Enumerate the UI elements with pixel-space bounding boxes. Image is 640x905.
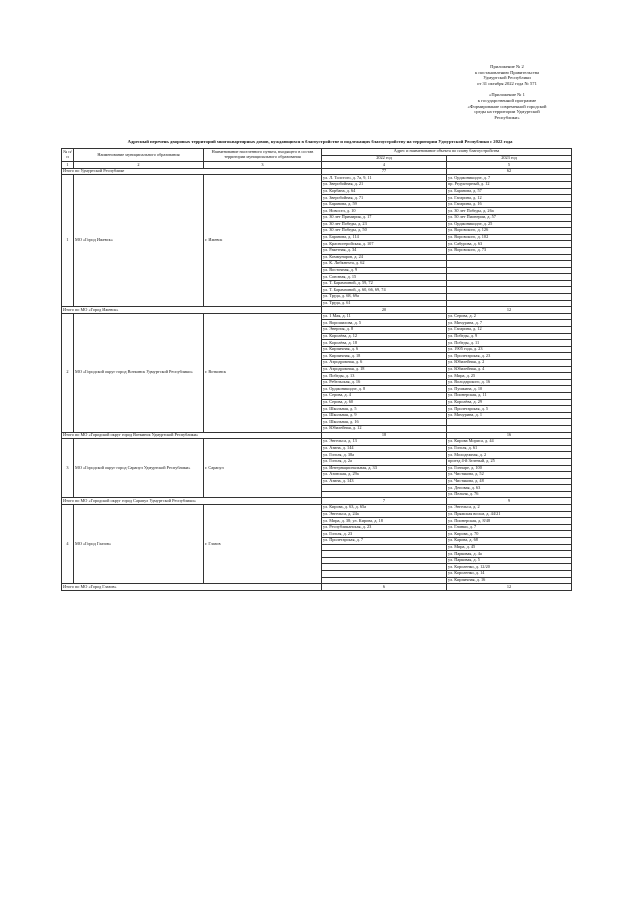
address-2023: ул. Гоголя, д. 61 xyxy=(447,445,572,452)
address-table xyxy=(61,148,572,591)
address-2023: ул. 30 лет Победы, д. 26а xyxy=(447,208,572,215)
address-2022: ул. Зверобойная, д. 71 xyxy=(322,195,447,202)
address-2022 xyxy=(322,564,447,571)
address-2022: ул. Аэродромная, д. 18 xyxy=(322,366,447,373)
address-2023: ул. Юбилейная, д. 4 xyxy=(447,366,572,373)
address-2022: ул. Кирпичная, д. 6 xyxy=(322,346,447,353)
address-2023: ул. Мира, д. 45 xyxy=(447,544,572,551)
settlement-name: г. Глазов xyxy=(204,505,322,584)
address-2023: ул. Деповая, д. 63 xyxy=(447,485,572,492)
municipality-name: МО «Город Ижевск» xyxy=(74,175,204,307)
header-number: № п/п xyxy=(62,149,74,162)
address-2023: ул. Орджоникидзе, д. 25 xyxy=(447,221,572,228)
subtotal-label: Итого по МО «Город Глазов» xyxy=(62,584,322,591)
address-2022: ул. Энгельса, д. 13 xyxy=(322,439,447,446)
address-2023: ул. 50 лет Пионерии, д. 57 xyxy=(447,214,572,221)
address-2022: ул. Победы, д. 13 xyxy=(322,373,447,380)
address-2023: ул. Молодежная, д. 2 xyxy=(447,452,572,459)
column-number-4: 4 xyxy=(322,162,447,169)
address-2023: ул. Кирпичная, д. 16 xyxy=(447,577,572,584)
address-2023: ул. Мира, д. 25 xyxy=(447,373,572,380)
address-2023: пр. Редукторный, д. 12 xyxy=(447,181,572,188)
address-2022: ул. Гоголя, д. 38а xyxy=(322,452,447,459)
address-2022: ул. Ворошилова, д. 5 xyxy=(322,320,447,327)
address-2023: ул. Пряжская восьм, д. 44/21 xyxy=(447,511,572,518)
address-2023: ул. Гагарина, д. 12 xyxy=(447,195,572,202)
address-2022: ул. Восточная, д. 9 xyxy=(322,267,447,274)
address-2022: ул. Труда, д. 61 xyxy=(322,300,447,307)
appendix-note-line: Приложение № 2 xyxy=(490,64,524,69)
address-2022: ул. Республиканская, д. 23 xyxy=(322,524,447,531)
address-2023: ул. Победы, д. 11 xyxy=(447,340,572,347)
address-2023: ул. Пионерская, д. 11 xyxy=(447,392,572,399)
block-number: 4 xyxy=(62,505,74,584)
address-2022: ул. Труда, д. 68, 69а xyxy=(322,294,447,301)
column-number-3: 3 xyxy=(204,162,322,169)
address-2023: ул. Воровского, д. 102 xyxy=(447,234,572,241)
header-municipality: Наименование муниципального образования xyxy=(74,149,204,162)
subtotal-2022: 7 xyxy=(322,498,447,505)
address-2022: ул. Интернациональная, д. 33 xyxy=(322,465,447,472)
address-2022 xyxy=(322,491,447,498)
address-2022: ул. Королёва, д. 18 xyxy=(322,340,447,347)
address-2022: ул. Гоголя, д. 2а xyxy=(322,458,447,465)
address-2023: ул. Пионерская, д. 8/48 xyxy=(447,518,572,525)
address-2023 xyxy=(447,274,572,281)
municipality-name: МО «Городской округ город Сарапул Удмуртской Республики» xyxy=(74,439,204,498)
address-2022: ул. Школьная, д. 9 xyxy=(322,412,447,419)
header-year-2023: 2023 год xyxy=(447,155,572,162)
appendix-note-line: к государственной программе xyxy=(477,97,537,103)
address-2023 xyxy=(447,280,572,287)
address-2022 xyxy=(322,571,447,578)
subtotal-2022: 20 xyxy=(322,307,447,314)
settlement-name: г. Ижевск xyxy=(204,175,322,307)
address-2023: ул. Гагарина, д. 12 xyxy=(447,327,572,334)
appendix-note-line: Республики» xyxy=(494,114,520,120)
address-2022: ул. Л. Толстого, д. 7а, 9, 11 xyxy=(322,175,447,182)
address-2023: ул. Воровского, д. 73 xyxy=(447,247,572,254)
address-2022: ул. Кирова, д. 63, д. 65а xyxy=(322,505,447,512)
address-2023: ул. Сабурова, д. 63 xyxy=(447,241,572,248)
address-2022: ул. Ребельская, д. 16 xyxy=(322,379,447,386)
address-2022: ул. Гоголя, д. 23 xyxy=(322,531,447,538)
address-2022: ул. Азина, д. 144 xyxy=(322,445,447,452)
total-2022: 77 xyxy=(322,168,447,175)
address-2022 xyxy=(322,544,447,551)
address-2022: ул. Школьная, д. 5 xyxy=(322,406,447,413)
table-row xyxy=(62,505,572,512)
address-2023: ул. Юбилейная, д. 2 xyxy=(447,360,572,367)
subtotal-2023: 16 xyxy=(447,432,572,439)
address-2023: ул. Парковая, д. 4а xyxy=(447,551,572,558)
block-number: 3 xyxy=(62,439,74,498)
total-row xyxy=(62,168,572,175)
total-2023: 62 xyxy=(447,168,572,175)
address-2022: ул. Т. Барамзиной, д. 60, 66, 69, 74 xyxy=(322,287,447,294)
address-2023: ул. Карова, д. 68 xyxy=(447,538,572,545)
column-number-1: 1 xyxy=(62,162,74,169)
address-2022: ул. Юбилейная, д. 12 xyxy=(322,425,447,432)
address-2022 xyxy=(322,577,447,584)
settlement-name: г. Воткинск xyxy=(204,313,322,432)
subtotal-2022: 18 xyxy=(322,432,447,439)
address-2023: ул. Гончаре, д. 100 xyxy=(447,465,572,472)
address-2022: ул. Энергия, д. 8 xyxy=(322,327,447,334)
address-2022: ул. Серова, д. 60 xyxy=(322,399,447,406)
address-2022: ул. Корбана, д. 64 xyxy=(322,188,447,195)
subtotal-row xyxy=(62,432,572,439)
address-2022: ул. Баранова, д. 59 xyxy=(322,201,447,208)
subtotal-label: Итого по МО «Городской округ город Воткинск Удмуртской Республики» xyxy=(62,432,322,439)
address-2022: ул. Пролетарская, д. 7 xyxy=(322,538,447,545)
address-2023: ул. Короленко, д. 12/20 xyxy=(447,564,572,571)
municipality-name: МО «Городской округ город Воткинск Удмуртской Республики» xyxy=(74,313,204,432)
address-2023: ул. Пушкина, д. 10 xyxy=(447,386,572,393)
address-2022 xyxy=(322,485,447,492)
address-2022: ул. Союзная, д. 15 xyxy=(322,274,447,281)
address-2022: ул. Аэродромная, д. 6 xyxy=(322,360,447,367)
address-2023: ул. Кирова Мориса, д. 44 xyxy=(447,439,572,446)
address-2023 xyxy=(447,267,572,274)
address-2022: ул. Школьная, д. 16 xyxy=(322,419,447,426)
subtotal-2023: 12 xyxy=(447,307,572,314)
subtotal-label: Итого по МО «Город Ижевск» xyxy=(62,307,322,314)
address-2023 xyxy=(447,419,572,426)
address-2023 xyxy=(447,287,572,294)
address-2023: ул. Пролетарская, д. 5 xyxy=(447,406,572,413)
address-2023 xyxy=(447,294,572,301)
appendix-note-line: «Приложение № 1 xyxy=(489,92,525,98)
address-2023 xyxy=(447,261,572,268)
address-2022: ул. Азовская, д. 29а xyxy=(322,472,447,479)
address-2023: ул. Короленко, д. 14 xyxy=(447,571,572,578)
address-2022: ул. Ракетная, д. 34 xyxy=(322,247,447,254)
address-2022: ул. 30 лет Победы, д. 23 xyxy=(322,221,447,228)
address-2022: ул. Серова, д. 4 xyxy=(322,392,447,399)
address-2023: ул. Кирова, д. 70 xyxy=(447,531,572,538)
address-2023: ул. Королёва, д. 29 xyxy=(447,399,572,406)
subtotal-2023: 12 xyxy=(447,584,572,591)
address-2023: ул. 1905 года, д. 23 xyxy=(447,346,572,353)
address-2022: ул. К. Либкнехта, д. 62 xyxy=(322,261,447,268)
address-2023: ул. Глинки, д. 7 xyxy=(447,524,572,531)
address-2023: ул. Мичурина, д. 1 xyxy=(447,412,572,419)
address-2023 xyxy=(447,254,572,261)
address-2022: ул. Королёва, д. 12 xyxy=(322,333,447,340)
address-2022: ул. Мира, д. 38; ул. Кирова, д. 18 xyxy=(322,518,447,525)
settlement-name: г. Сарапул xyxy=(204,439,322,498)
subtotal-row xyxy=(62,498,572,505)
address-2023: проезд 4-й Зеленый, д. 25 xyxy=(447,458,572,465)
subtotal-row xyxy=(62,307,572,314)
header-addresses: Адрес и наименование объекта по плану благоустройства xyxy=(322,149,572,156)
appendix-note-line: Удмуртской Республики xyxy=(483,75,531,81)
address-2023: ул. Победы, д. 9 xyxy=(447,333,572,340)
address-2022 xyxy=(322,551,447,558)
address-2022: ул. Орджоникидзе, д. 8 xyxy=(322,386,447,393)
appendix-note-line: от 31 октября 2022 года № 571 xyxy=(477,80,537,86)
address-2022: ул. Энгельса, д. 24а xyxy=(322,511,447,518)
subtotal-2023: 9 xyxy=(447,498,572,505)
address-2022: ул. Кирпичная, д. 18 xyxy=(322,353,447,360)
address-2022: ул. Новосел, д. 10 xyxy=(322,208,447,215)
appendix-note-line: среды на территории Удмуртской xyxy=(474,109,540,115)
appendix-note-line: «Формирование современной городской xyxy=(467,103,547,109)
address-2023: ул. Володарского, д. 16 xyxy=(447,379,572,386)
address-2022: ул. 30 лет Победы, д. 50 xyxy=(322,228,447,235)
address-2023: ул. Энгельса, д. 2 xyxy=(447,505,572,512)
column-number-5: 5 xyxy=(447,162,572,169)
address-2023 xyxy=(447,425,572,432)
block-number: 2 xyxy=(62,313,74,432)
total-label: Итого по Удмуртской Республике xyxy=(62,168,322,175)
address-2023: ул. Пельня, д. 76 xyxy=(447,491,572,498)
subtotal-label: Итого по МО «Городской округ город Сарапул Удмуртской Республики» xyxy=(62,498,322,505)
address-2023: ул. Чистякова, д. 48 xyxy=(447,478,572,485)
address-2023: ул. Серова, д. 2 xyxy=(447,313,572,320)
address-2022: ул. Красногеройская, д. 107 xyxy=(322,241,447,248)
address-2023: ул. Пролетарская, д. 23 xyxy=(447,353,572,360)
address-2022: ул. 1 Мая, д. 11 xyxy=(322,313,447,320)
document-title: Адресный перечень дворовых территорий многоквартирных домов, нуждающихся в благоустройстве и подлежащих благоустройству на территории Удмуртской Республики с 2022 года xyxy=(127,139,513,144)
table-row xyxy=(62,439,572,446)
table-row xyxy=(62,175,572,182)
address-2022: ул. Баранова, д. 114 xyxy=(322,234,447,241)
address-2023 xyxy=(447,300,572,307)
subtotal-2022: 6 xyxy=(322,584,447,591)
appendix-note xyxy=(432,64,582,120)
block-number: 1 xyxy=(62,175,74,307)
table-row xyxy=(62,313,572,320)
address-2023: ул. Воровского, д. 126 xyxy=(447,228,572,235)
header-settlement: Наименование населенного пункта, входящего в состав территории муниципального образования xyxy=(204,149,322,162)
address-2023: ул. Мичурина, д. 7 xyxy=(447,320,572,327)
address-2022 xyxy=(322,557,447,564)
header-year-2022: 2022 год xyxy=(322,155,447,162)
column-number-2: 2 xyxy=(74,162,204,169)
address-2022: ул. Азина, д. 143 xyxy=(322,478,447,485)
address-2022: ул. Коммунаров, д. 24 xyxy=(322,254,447,261)
address-2023: ул. Чистякова, д. 52 xyxy=(447,472,572,479)
address-2022: ул. Т. Барамзиной, д. 59, 72 xyxy=(322,280,447,287)
address-2022: ул. 30 лет Примирия, д. 17 xyxy=(322,214,447,221)
municipality-name: МО «Город Глазов» xyxy=(74,505,204,584)
address-2022: ул. Зверобойная, д. 21 xyxy=(322,181,447,188)
subtotal-row xyxy=(62,584,572,591)
address-2023: ул. Парковая, д. 5 xyxy=(447,557,572,564)
address-2023: ул. Баранова, д. 57 xyxy=(447,188,572,195)
address-2023: ул. Гагарина, д. 16 xyxy=(447,201,572,208)
address-2023: ул. Орджоникидзе, д. 7 xyxy=(447,175,572,182)
appendix-note-line: к постановлению Правительства xyxy=(475,69,539,75)
